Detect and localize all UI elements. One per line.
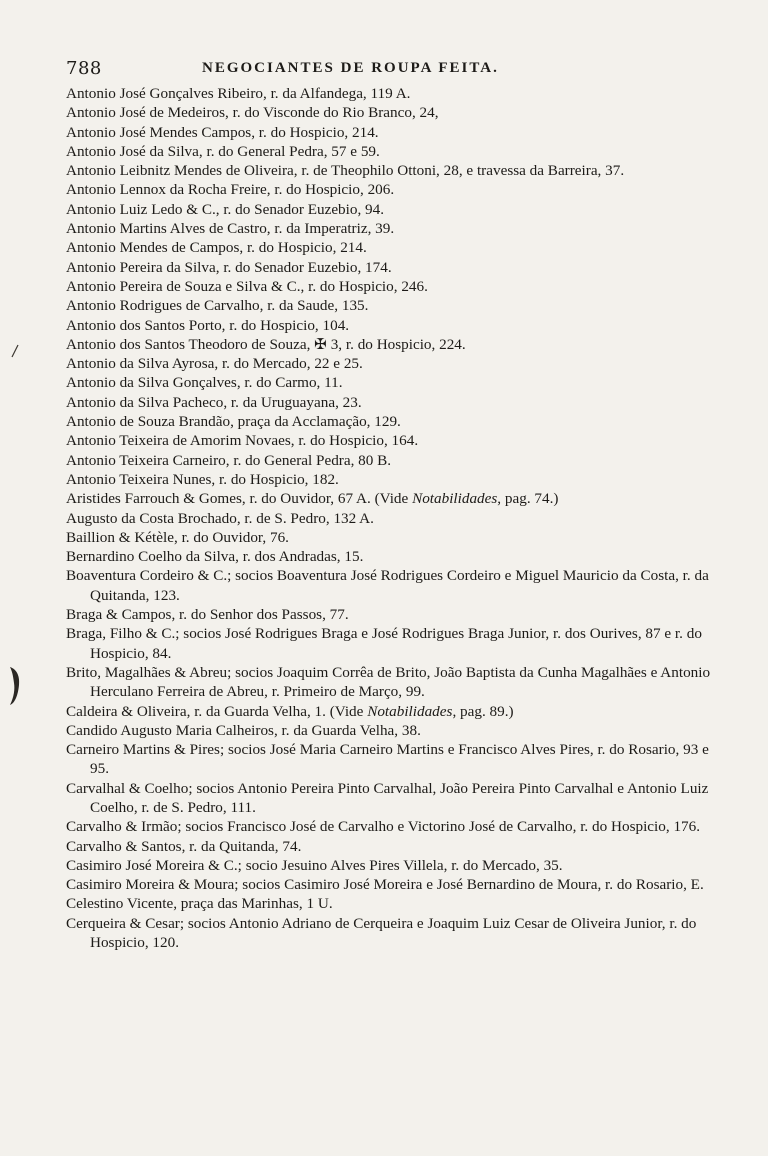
directory-entry: Antonio Lennox da Rocha Freire, r. do Hospicio, 206. (66, 181, 395, 199)
directory-entry: Brito, Magalhães & Abreu; socios Joaquim Corrêa de Brito, João Baptista da Cunha Magalhães e Antonio Herculano Ferreira de Abreu, r. Primeiro de Março, 99. (66, 663, 711, 701)
running-title: NEGOCIANTES DE ROUPA FEITA. (202, 60, 499, 76)
directory-entry: Antonio José Mendes Campos, r. do Hospicio, 214. (66, 123, 379, 141)
directory-entry: Caldeira & Oliveira, r. da Guarda Velha, 1. (Vide Notabilidades, pag. 89.) (66, 702, 514, 720)
directory-entry: Antonio de Souza Brandão, praça da Acclamação, 129. (66, 413, 401, 431)
directory-entry: Antonio Rodrigues de Carvalho, r. da Saude, 135. (66, 297, 369, 315)
directory-entry: Antonio Martins Alves de Castro, r. da Imperatriz, 39. (66, 220, 395, 238)
directory-entry: Bernardino Coelho da Silva, r. dos Andradas, 15. (66, 548, 364, 566)
directory-entry: Antonio da Silva Gonçalves, r. do Carmo, 11. (66, 374, 343, 392)
page-number: 788 (66, 58, 102, 79)
directory-entry: Casimiro José Moreira & C.; socio Jesuino Alves Pires Villela, r. do Mercado, 35. (66, 856, 563, 874)
directory-entry: Antonio José da Silva, r. do General Pedra, 57 e 59. (66, 142, 380, 160)
directory-entry: Antonio Leibnitz Mendes de Oliveira, r. de Theophilo Ottoni, 28, e travessa da Barreira, 37. (66, 162, 625, 180)
directory-entry: Baillion & Kétèle, r. do Ouvidor, 76. (66, 528, 289, 546)
directory-entry: Augusto da Costa Brochado, r. de S. Pedro, 132 A. (66, 509, 374, 527)
directory-entry: Antonio Pereira de Souza e Silva & C., r. do Hospicio, 246. (66, 277, 428, 295)
page-header (66, 58, 706, 80)
directory-entry: Antonio da Silva Pacheco, r. da Uruguayana, 23. (66, 393, 362, 411)
directory-entry: Cerqueira & Cesar; socios Antonio Adriano de Cerqueira e Joaquim Luiz Cesar de Oliveira Junior, r. do Hospicio, 120. (66, 914, 697, 952)
directory-entry: Antonio Pereira da Silva, r. do Senador Euzebio, 174. (66, 258, 392, 276)
directory-entry: Antonio Teixeira de Amorim Novaes, r. do Hospicio, 164. (66, 432, 419, 450)
directory-entry: Aristides Farrouch & Gomes, r. do Ouvidor, 67 A. (Vide Notabilidades, pag. 74.) (66, 490, 559, 508)
directory-entry: Candido Augusto Maria Calheiros, r. da Guarda Velha, 38. (66, 721, 421, 739)
directory-entry: Antonio José de Medeiros, r. do Visconde do Rio Branco, 24, (66, 104, 439, 122)
directory-entry: Celestino Vicente, praça das Marinhas, 1 U. (66, 895, 333, 913)
directory-entry: Carneiro Martins & Pires; socios José Maria Carneiro Martins e Francisco Alves Pires, r. do Rosario, 93 e 95. (66, 741, 709, 778)
directory-entry: Antonio dos Santos Theodoro de Souza, ✠ 3, r. do Hospicio, 224. (66, 335, 466, 353)
directory-entry: Antonio Mendes de Campos, r. do Hospicio, 214. (66, 239, 367, 257)
directory-entry: Carvalho & Irmão; socios Francisco José de Carvalho e Victorino José de Carvalho, r. do Hospicio, 176. (66, 818, 701, 836)
directory-entries (66, 84, 712, 952)
notabilidades-ref: Notabilidades (412, 490, 498, 508)
directory-entry: Antonio Luiz Ledo & C., r. do Senador Euzebio, 94. (66, 200, 385, 218)
directory-entry: Braga & Campos, r. do Senhor dos Passos, 77. (66, 606, 349, 624)
directory-entry: Antonio da Silva Ayrosa, r. do Mercado, 22 e 25. (66, 355, 363, 373)
directory-entry: Braga, Filho & C.; socios José Rodrigues Braga e José Rodrigues Braga Junior, r. dos Ourives, 87 e r. do Hospicio, 84. (66, 625, 702, 662)
directory-entry: Carvalhal & Coelho; socios Antonio Pereira Pinto Carvalhal, João Pereira Pinto Carvalhal e Antonio Luiz Coelho, r. de S. Pedro, 111. (66, 779, 709, 816)
directory-entry: Carvalho & Santos, r. da Quitanda, 74. (66, 837, 302, 855)
margin-tick-mark (10, 344, 20, 358)
directory-entry: Antonio Teixeira Carneiro, r. do General Pedra, 80 B. (66, 451, 392, 469)
directory-entry: Antonio José Gonçalves Ribeiro, r. da Alfandega, 119 A. (66, 85, 411, 102)
margin-ink-stain (6, 665, 22, 707)
directory-entry: Casimiro Moreira & Moura; socios Casimiro José Moreira e José Bernardino de Moura, r. do Rosario, E. (66, 876, 704, 894)
notabilidades-ref: Notabilidades (367, 702, 453, 720)
directory-entry: Antonio dos Santos Porto, r. do Hospicio, 104. (66, 316, 350, 334)
directory-entry: Boaventura Cordeiro & C.; socios Boaventura José Rodrigues Cordeiro e Miguel Mauricio da Costa, r. da Quitanda, 123. (66, 567, 709, 604)
directory-entry: Antonio Teixeira Nunes, r. do Hospicio, 182. (66, 470, 339, 488)
